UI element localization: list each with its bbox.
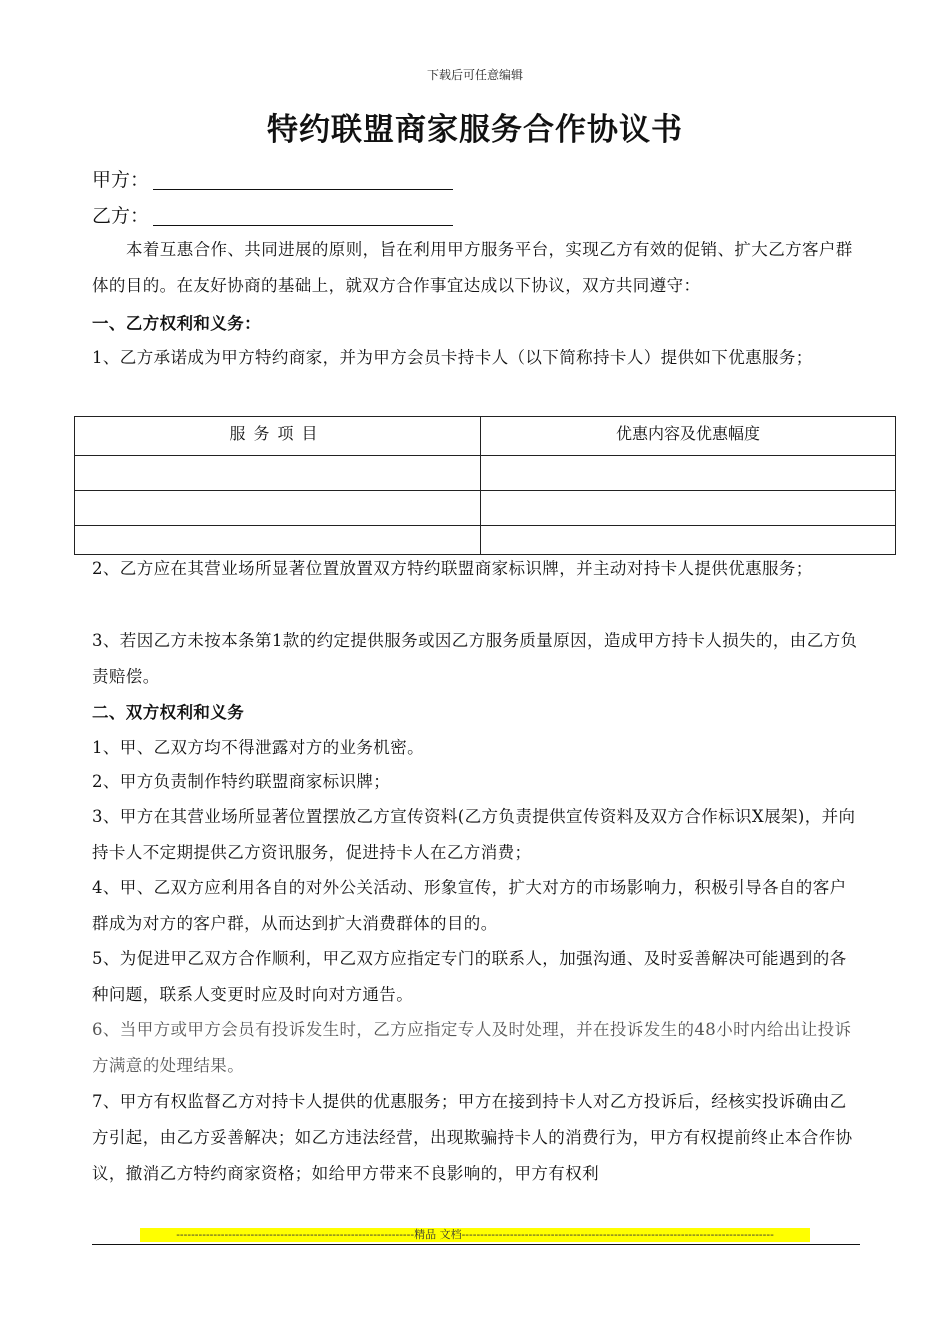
- table-cell: [481, 456, 896, 491]
- table-header-discount: 优惠内容及优惠幅度: [481, 417, 896, 456]
- party-a-blank: [153, 167, 453, 190]
- section2-item2: 2、甲方负责制作特约联盟商家标识牌；: [92, 772, 391, 791]
- party-a-line: [92, 165, 453, 195]
- section2-item1: 1、甲、乙双方均不得泄露对方的业务机密。: [92, 738, 424, 757]
- section2-item5: 5、为促进甲乙双方合作顺利，甲乙双方应指定专门的联系人，加强沟通、及时妥善解决可能遇到的各种问题，联系人变更时应及时向对方通告。: [92, 949, 847, 1004]
- party-b-line: [92, 201, 453, 231]
- section2-heading: 二、双方权利和义务: [92, 703, 245, 722]
- table-cell: [75, 491, 481, 526]
- section2-item4: 4、甲、乙双方应利用各自的对外公关活动、形象宣传，扩大对方的市场影响力，积极引导各自的客户群成为对方的客户群，从而达到扩大消费群体的目的。: [92, 878, 847, 933]
- section1-item1: 1、乙方承诺成为甲方特约商家，并为甲方会员卡持卡人（以下简称持卡人）提供如下优惠服务；: [92, 348, 813, 367]
- party-b-blank: [153, 203, 453, 226]
- section1-item2: 2、乙方应在其营业场所显著位置放置双方特约联盟商家标识牌，并主动对持卡人提供优惠服务；: [92, 559, 813, 578]
- table-cell: [481, 491, 896, 526]
- section2-item7: 7、甲方有权监督乙方对持卡人提供的优惠服务；甲方在接到持卡人对乙方投诉后，经核实投诉确由乙方引起，由乙方妥善解决；如乙方违法经营，出现欺骗持卡人的消费行为，甲方有权提前终止本合作协议，撤消乙方特约商家资格；如给甲方带来不良影响的，甲方有权利: [92, 1092, 853, 1183]
- table-cell: [75, 456, 481, 491]
- section2-item3: 3、甲方在其营业场所显著位置摆放乙方宣传资料(乙方负责提供宣传资料及双方合作标识X展架)，并向持卡人不定期提供乙方资讯服务，促进持卡人在乙方消费；: [92, 807, 856, 862]
- header-note: 下载后可任意编辑: [426, 68, 523, 82]
- service-table: [74, 416, 896, 555]
- section2-item6: 6、当甲方或甲方会员有投诉发生时，乙方应指定专人及时处理，并在投诉发生的48小时内给出让投诉方满意的处理结果。: [92, 1020, 852, 1075]
- intro-paragraph: 本着互惠合作、共同进展的原则，旨在利用甲方服务平台，实现乙方有效的促销、扩大乙方客户群体的目的。在友好协商的基础上，就双方合作事宜达成以下协议，双方共同遵守：: [92, 240, 853, 295]
- section1-heading: 一、乙方权利和义务：: [92, 314, 261, 333]
- footer-divider: [92, 1244, 860, 1245]
- document-title: 特约联盟商家服务合作协议书: [267, 112, 683, 148]
- table-header-service-item: 服务项目: [75, 417, 481, 456]
- table-row: [75, 456, 896, 491]
- party-b-label: 乙方：: [92, 205, 150, 227]
- party-a-label: 甲方：: [92, 169, 150, 191]
- section1-item3: 3、若因乙方未按本条第1款的约定提供服务或因乙方服务质量原因，造成甲方持卡人损失的，由乙方负责赔偿。: [92, 631, 858, 686]
- table-row: [75, 491, 896, 526]
- table-header-row: [75, 417, 896, 456]
- footer-watermark: ----------------------------------------------------------------精品 文档------------------------------------------------------------------------------------: [140, 1228, 810, 1242]
